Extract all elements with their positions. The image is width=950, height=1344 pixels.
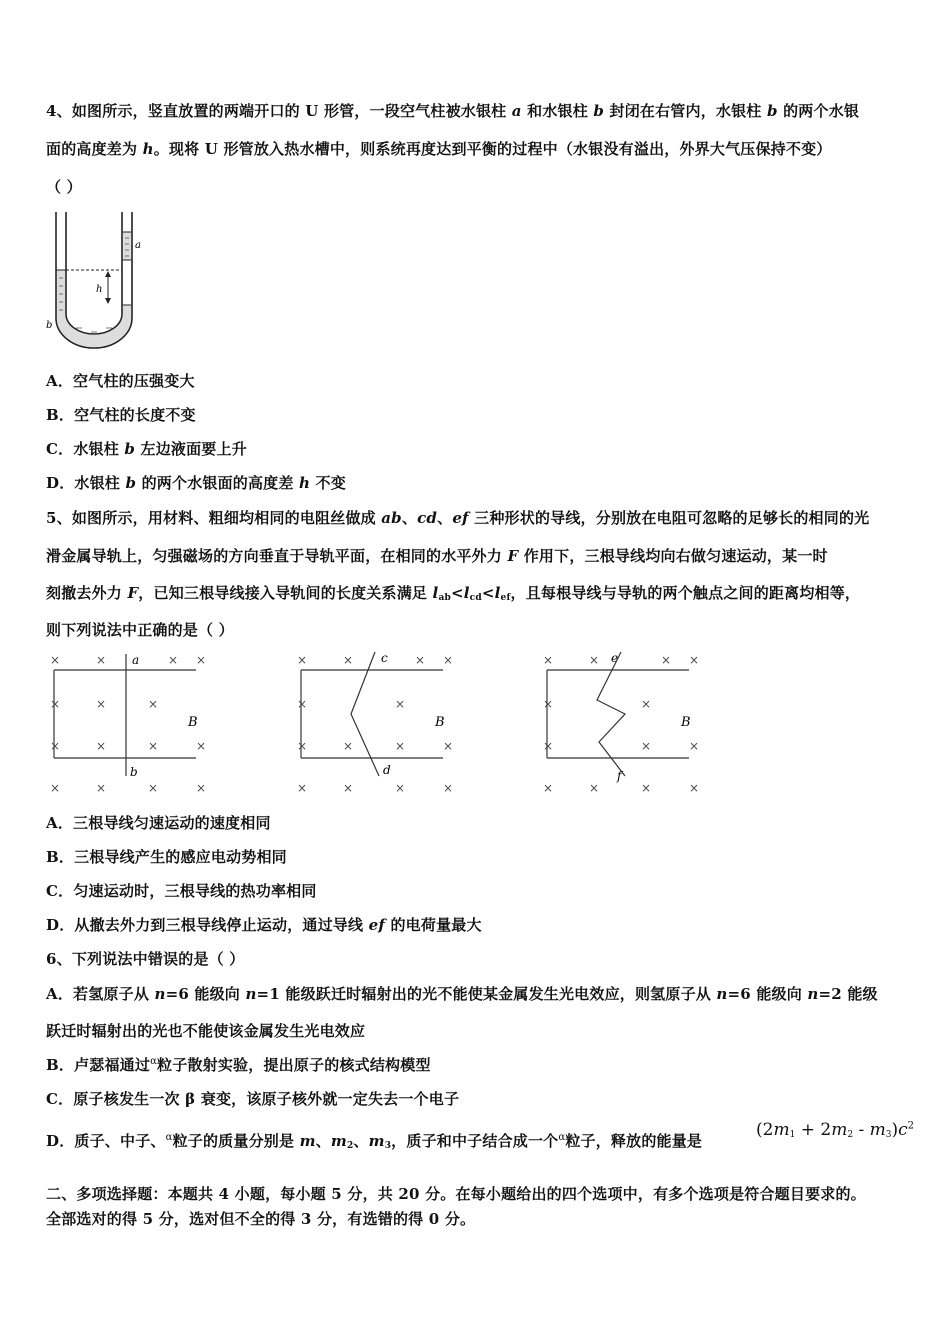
- u-tube-figure: [46, 210, 146, 350]
- q5-option-d: D．从撤去外力到三根导线停止运动，通过导线 ef 的电荷量最大: [46, 916, 482, 934]
- svg-text:×: ×: [543, 781, 554, 795]
- svg-text:×: ×: [297, 653, 308, 667]
- svg-text:×: ×: [50, 653, 61, 667]
- q5-option-b: B．三根导线产生的感应电动势相同: [46, 848, 287, 866]
- svg-text:×: ×: [443, 739, 454, 753]
- field-label-B-2: B: [435, 715, 445, 730]
- rail-figure-ef: [539, 650, 739, 800]
- section2-heading-line2: 全部选对的得 5 分，选对但不全的得 3 分，有选错的得 0 分。: [46, 1210, 476, 1228]
- svg-text:×: ×: [343, 739, 354, 753]
- q6-option-a-line1: A．若氢原子从 n=6 能级向 n=1 能级跃迁时辐射出的光不能使某金属发生光电效应，则氢原子从 n=6 能级向 n=2 能级: [46, 985, 878, 1003]
- svg-text:×: ×: [168, 653, 179, 667]
- svg-text:×: ×: [343, 653, 354, 667]
- svg-text:×: ×: [96, 653, 107, 667]
- q4-option-b: B．空气柱的长度不变: [46, 406, 196, 424]
- svg-text:×: ×: [589, 781, 600, 795]
- svg-text:×: ×: [96, 739, 107, 753]
- u-tube-label-h: h: [96, 284, 103, 295]
- svg-text:×: ×: [543, 739, 554, 753]
- svg-text:×: ×: [395, 697, 406, 711]
- q4-stem-line2: 面的高度差为 h。现将 U 形管放入热水槽中，则系统再度达到平衡的过程中（水银没有溢出，外界大气压保持不变）: [46, 140, 832, 158]
- svg-text:×: ×: [641, 697, 652, 711]
- rail-figure-ab: [46, 650, 246, 800]
- svg-text:×: ×: [196, 739, 207, 753]
- wire-label-c: c: [381, 651, 388, 665]
- rail-figure-cd: [293, 650, 493, 800]
- svg-text:×: ×: [443, 781, 454, 795]
- svg-text:×: ×: [689, 739, 700, 753]
- q5-stem-line4: 则下列说法中正确的是（ ）: [46, 621, 234, 639]
- svg-text:×: ×: [641, 739, 652, 753]
- svg-text:×: ×: [196, 781, 207, 795]
- section2-heading-line1: 二、多项选择题：本题共 4 小题，每小题 5 分，共 20 分。在每小题给出的四个选项中，有多个选项是符合题目要求的。: [46, 1185, 866, 1203]
- q5-option-c: C．匀速运动时，三根导线的热功率相同: [46, 882, 317, 900]
- svg-text:×: ×: [148, 697, 159, 711]
- q6-option-c: C．原子核发生一次 β 衰变，该原子核外就一定失去一个电子: [46, 1090, 460, 1108]
- svg-text:×: ×: [415, 653, 426, 667]
- u-tube-label-a: a: [135, 240, 141, 251]
- q4-stem-line1: 4、如图所示，竖直放置的两端开口的 U 形管，一段空气柱被水银柱 a 和水银柱 b 封闭在右管内，水银柱 b 的两个水银: [46, 102, 860, 120]
- wire-label-d: d: [383, 763, 391, 777]
- q5-stem-line1: 5、如图所示，用材料、粗细均相同的电阻丝做成 ab、cd、ef 三种形状的导线，分别放在电阻可忽略的足够长的相同的光: [46, 509, 870, 527]
- svg-text:×: ×: [148, 781, 159, 795]
- q5-stem-line2: 滑金属导轨上，匀强磁场的方向垂直于导轨平面，在相同的水平外力 F 作用下，三根导线均向右做匀速运动，某一时: [46, 547, 828, 565]
- field-label-B-1: B: [188, 715, 198, 730]
- svg-text:×: ×: [50, 781, 61, 795]
- svg-text:×: ×: [50, 739, 61, 753]
- svg-text:×: ×: [297, 697, 308, 711]
- svg-text:×: ×: [343, 781, 354, 795]
- wire-label-f: f: [617, 769, 622, 783]
- svg-text:×: ×: [297, 781, 308, 795]
- field-crosses-2: [297, 653, 453, 795]
- svg-text:×: ×: [661, 653, 672, 667]
- q6-stem: 6、下列说法中错误的是（ ）: [46, 950, 245, 968]
- field-label-B-3: B: [681, 715, 691, 730]
- q5-stem-line3: 刻撤去外力 F，已知三根导线接入导轨间的长度关系满足 $l_{ab}<l_{cd}<l_{ef}$，且每根导线与导轨的两个触点之间的距离均相等，: [46, 584, 861, 603]
- svg-text:×: ×: [395, 781, 406, 795]
- svg-text:×: ×: [196, 653, 207, 667]
- energy-formula: $(2m_1 + 2m_2 - m_3)c^2$: [756, 1120, 915, 1140]
- wire-label-e: e: [611, 651, 619, 665]
- u-tube-label-b: b: [46, 320, 53, 331]
- q4-option-d: D．水银柱 b 的两个水银面的高度差 h 不变: [46, 474, 346, 492]
- field-crosses-1: [50, 653, 206, 795]
- svg-text:×: ×: [297, 739, 308, 753]
- svg-text:×: ×: [689, 653, 700, 667]
- q4-answer-bracket: （ ）: [46, 178, 82, 196]
- svg-text:×: ×: [50, 697, 61, 711]
- svg-text:×: ×: [96, 697, 107, 711]
- svg-text:×: ×: [641, 781, 652, 795]
- q6-option-a-line2: 跃迁时辐射出的光也不能使该金属发生光电效应: [46, 1022, 366, 1040]
- wire-label-b: b: [130, 765, 138, 779]
- wire-label-a: a: [132, 653, 140, 667]
- svg-text:×: ×: [543, 697, 554, 711]
- svg-text:×: ×: [589, 653, 600, 667]
- q4-option-a: A．空气柱的压强变大: [46, 372, 195, 390]
- svg-text:×: ×: [395, 739, 406, 753]
- q6-option-d: D．质子、中子、$^\alpha$粒子的质量分别是 m、$m_2$、$m_3$，质子和中子结合成一个$^\alpha$粒子，释放的能量是: [46, 1132, 703, 1151]
- svg-text:×: ×: [148, 739, 159, 753]
- svg-text:×: ×: [443, 653, 454, 667]
- svg-text:×: ×: [689, 781, 700, 795]
- svg-text:×: ×: [96, 781, 107, 795]
- q4-option-c: C．水银柱 b 左边液面要上升: [46, 440, 247, 458]
- q5-option-a: A．三根导线匀速运动的速度相同: [46, 814, 271, 832]
- q6-option-b: B．卢瑟福通过$^\alpha$粒子散射实验，提出原子的核式结构模型: [46, 1056, 431, 1074]
- svg-text:×: ×: [543, 653, 554, 667]
